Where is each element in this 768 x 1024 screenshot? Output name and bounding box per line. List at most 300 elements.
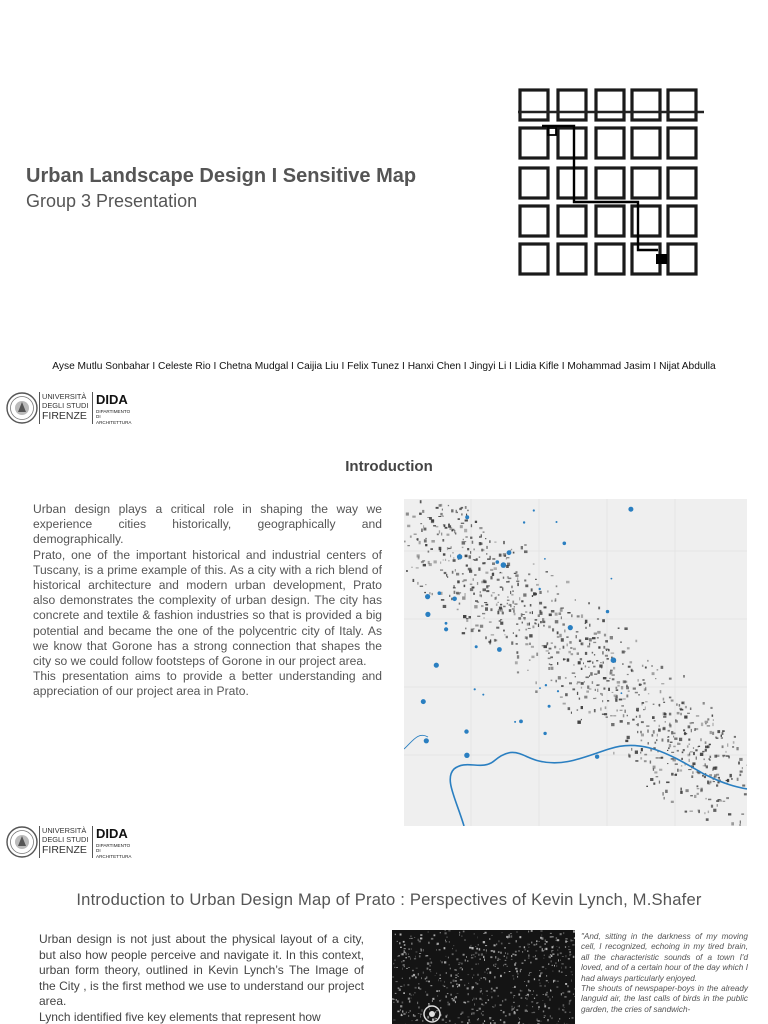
map-speck (449, 964, 450, 965)
building (610, 715, 613, 716)
map-speck (483, 956, 484, 958)
building (726, 797, 729, 799)
map-speck (435, 1011, 436, 1013)
map-speck (494, 991, 495, 992)
building (446, 574, 447, 577)
map-speck (455, 1001, 456, 1003)
building (459, 592, 461, 594)
water-pond (425, 612, 430, 617)
building (451, 509, 453, 512)
map-speck (509, 971, 511, 972)
building (709, 744, 711, 746)
map-speck (489, 938, 490, 939)
map-speck (456, 969, 457, 971)
building (713, 809, 716, 812)
map-speck (403, 964, 405, 966)
map-speck (430, 985, 432, 986)
map-speck (409, 938, 410, 939)
map-speck (484, 1020, 485, 1022)
map-speck (454, 969, 455, 970)
building (604, 634, 606, 637)
building (440, 569, 443, 571)
map-speck (455, 996, 457, 998)
map-speck (450, 982, 452, 984)
building (470, 588, 473, 591)
map-speck (561, 993, 562, 995)
building (421, 529, 423, 533)
building (677, 712, 680, 715)
map-speck (519, 936, 521, 938)
map-speck (568, 991, 570, 993)
building (655, 678, 656, 679)
building (407, 545, 410, 546)
building (511, 594, 513, 596)
building (442, 516, 443, 517)
building (653, 730, 655, 733)
map-speck (493, 990, 495, 992)
building (521, 613, 523, 617)
map-speck (507, 966, 508, 967)
building (668, 736, 670, 738)
building (740, 771, 743, 773)
building (633, 688, 636, 690)
building (742, 767, 743, 769)
building (677, 750, 679, 752)
map-speck (541, 935, 542, 936)
map-speck (472, 947, 474, 949)
building (598, 607, 600, 610)
map-speck (486, 953, 487, 954)
building (433, 525, 436, 526)
building (462, 581, 464, 583)
map-speck (426, 955, 428, 956)
building (440, 562, 441, 564)
map-speck (477, 984, 479, 985)
map-speck (504, 956, 505, 957)
building (404, 541, 405, 543)
building (572, 672, 576, 674)
map-speck (460, 979, 462, 980)
building (473, 593, 475, 595)
building (616, 687, 618, 689)
map-speck (507, 937, 508, 938)
building (534, 593, 537, 595)
building (507, 603, 508, 605)
slide-subtitle: Group 3 Presentation (26, 191, 198, 211)
building (594, 709, 596, 712)
building (463, 539, 464, 540)
building (425, 584, 427, 585)
building (681, 788, 682, 791)
map-speck (430, 971, 431, 972)
building (522, 622, 523, 624)
building (571, 712, 572, 714)
building (506, 636, 508, 638)
map-speck (397, 941, 398, 942)
building (453, 559, 456, 562)
map-speck (506, 957, 507, 959)
building (710, 707, 712, 709)
map-speck (491, 950, 493, 952)
building (640, 731, 642, 734)
map-speck (544, 1015, 546, 1016)
building (742, 785, 745, 787)
map-speck (403, 960, 405, 961)
building (659, 704, 660, 707)
building (618, 628, 620, 629)
map-speck (454, 1000, 455, 1001)
building (509, 609, 511, 612)
building (717, 730, 720, 733)
building (644, 754, 647, 756)
building (489, 540, 491, 543)
building (583, 663, 584, 665)
building (563, 658, 564, 660)
building (484, 602, 487, 603)
map-speck (475, 982, 476, 984)
building (486, 585, 489, 586)
building (612, 678, 615, 680)
map-speck (544, 1017, 545, 1018)
building (642, 702, 645, 704)
building (592, 662, 593, 664)
map-speck (466, 956, 467, 958)
building (691, 729, 692, 732)
building (609, 678, 611, 679)
building (691, 775, 693, 778)
water-pond (501, 562, 507, 568)
map-speck (421, 948, 422, 950)
building (593, 698, 595, 699)
building (653, 766, 656, 769)
map-speck (536, 951, 538, 952)
map-speck (521, 991, 522, 992)
map-speck (483, 977, 485, 978)
building (577, 721, 581, 724)
map-speck (500, 975, 502, 977)
map-speck (467, 1001, 469, 1003)
map-speck (519, 946, 521, 947)
building (450, 555, 451, 558)
building (620, 720, 623, 723)
dida-sub-1: DIPARTIMENTO (96, 843, 131, 848)
building (644, 760, 647, 762)
building (596, 660, 598, 661)
map-speck (420, 1014, 422, 1015)
building (447, 576, 448, 578)
building (705, 721, 709, 723)
map-speck (472, 999, 473, 1000)
building (603, 662, 605, 664)
map-speck (422, 1020, 423, 1022)
building (646, 725, 649, 726)
building (512, 601, 514, 604)
map-speck (536, 1019, 538, 1021)
building (524, 617, 526, 620)
map-speck (402, 961, 403, 963)
map-speck (485, 1002, 487, 1003)
building (558, 676, 561, 679)
building (490, 576, 492, 579)
map-speck (427, 962, 429, 964)
map-speck (494, 976, 496, 978)
map-speck (449, 941, 450, 942)
building (465, 536, 467, 537)
building (592, 637, 596, 639)
building (572, 688, 575, 690)
building (667, 739, 669, 742)
building (679, 738, 682, 741)
building (660, 690, 662, 693)
building (579, 640, 581, 643)
map-speck (525, 1010, 527, 1012)
building (689, 759, 690, 762)
map-speck (410, 995, 412, 996)
building (463, 615, 466, 618)
building (461, 513, 462, 515)
building (739, 824, 741, 826)
building (474, 605, 477, 608)
building (511, 586, 513, 589)
divider (39, 392, 40, 424)
map-speck (500, 1019, 501, 1020)
map-speck (511, 935, 512, 937)
logo-line-1: UNIVERSITÀ (42, 826, 87, 835)
map-speck (461, 967, 462, 968)
building (731, 822, 734, 825)
building (444, 572, 447, 574)
building (639, 715, 641, 718)
map-speck (509, 936, 511, 938)
map-speck (556, 937, 557, 939)
map-speck (541, 938, 542, 939)
building (496, 627, 499, 629)
building (707, 745, 710, 748)
map-speck (444, 947, 446, 949)
quote-paragraph: The shouts of newspaper-boys in the already languid air, the last calls of birds in the public garden, the cries of sandwich- (581, 984, 748, 1014)
building (550, 656, 553, 658)
map-speck (455, 975, 457, 976)
building (481, 605, 484, 607)
section-heading: Introduction (345, 458, 433, 475)
map-speck (470, 945, 471, 946)
map-speck (459, 934, 460, 936)
map-speck (425, 992, 426, 993)
map-speck (472, 977, 473, 979)
map-speck (404, 950, 406, 952)
building (460, 525, 463, 528)
building (507, 597, 508, 598)
map-speck (496, 987, 498, 989)
building (465, 628, 466, 630)
map-speck (550, 936, 552, 937)
building (483, 531, 485, 533)
building (571, 653, 574, 655)
map-speck (446, 972, 447, 974)
building (538, 614, 540, 617)
map-speck (482, 1000, 483, 1001)
map-speck (408, 956, 410, 957)
building (455, 533, 456, 534)
building (636, 716, 637, 718)
building (536, 653, 538, 656)
map-speck (571, 940, 573, 941)
building (661, 683, 664, 684)
building (610, 672, 612, 675)
map-speck (454, 998, 455, 999)
building (623, 714, 625, 717)
map-speck (524, 960, 526, 961)
building (480, 625, 483, 628)
map-speck (429, 969, 431, 970)
building (417, 582, 418, 585)
map-speck (436, 1018, 437, 1019)
building (424, 592, 426, 593)
map-speck (499, 940, 500, 942)
building (485, 538, 486, 539)
building (586, 677, 589, 679)
building (475, 625, 478, 627)
building (529, 634, 532, 637)
university-logo (6, 390, 136, 428)
building (465, 506, 467, 509)
building (513, 552, 515, 554)
building (559, 612, 562, 615)
building (627, 736, 630, 739)
map-speck (538, 1006, 540, 1008)
building (686, 789, 689, 792)
building (406, 570, 408, 572)
building (542, 621, 545, 623)
building (478, 630, 480, 632)
building (563, 703, 566, 705)
building (535, 579, 537, 580)
map-speck (408, 948, 409, 950)
map-speck (551, 955, 552, 957)
map-speck (539, 941, 540, 942)
map-speck (415, 977, 417, 978)
building (607, 700, 609, 702)
building (516, 643, 518, 645)
map-speck (532, 1006, 533, 1007)
building (719, 778, 720, 780)
building (481, 581, 483, 584)
building (440, 513, 442, 516)
map-speck (515, 955, 516, 956)
building (439, 504, 442, 507)
map-speck (528, 995, 529, 997)
building (507, 563, 510, 567)
map-speck (448, 957, 449, 959)
building (654, 771, 657, 773)
building (671, 731, 673, 734)
quote-text (581, 932, 748, 1015)
map-speck (530, 962, 532, 964)
building (577, 615, 580, 617)
map-speck (416, 1020, 418, 1021)
building (432, 593, 434, 595)
map-speck (420, 934, 422, 936)
map-speck (540, 983, 541, 985)
building (653, 783, 655, 785)
building (641, 734, 644, 737)
building (584, 681, 585, 683)
building (514, 613, 516, 616)
building (685, 811, 688, 813)
building (531, 656, 534, 659)
building (681, 758, 683, 760)
map-speck (514, 986, 516, 988)
map-speck (532, 994, 533, 995)
building (663, 698, 665, 701)
map-speck (402, 1002, 404, 1004)
map-speck (393, 999, 395, 1000)
street-grid-map-icon (512, 82, 708, 292)
building (462, 541, 466, 544)
university-name (42, 827, 88, 856)
map-speck (402, 978, 403, 979)
building (480, 591, 481, 593)
building (479, 527, 482, 529)
building (483, 588, 487, 591)
map-speck (436, 950, 437, 951)
building (640, 757, 642, 759)
building (539, 591, 541, 594)
map-speck (512, 1006, 513, 1008)
map-speck (471, 957, 473, 958)
building (739, 758, 742, 761)
section-heading: Introduction to Urban Design Map of Prato : Perspectives of Kevin Lynch, M.Shafer (76, 890, 702, 909)
map-speck (428, 981, 430, 983)
map-speck (552, 965, 553, 966)
map-speck (533, 990, 534, 992)
building (677, 769, 678, 772)
map-speck (482, 1014, 484, 1015)
building (673, 746, 676, 748)
building (491, 634, 494, 635)
building (516, 624, 518, 625)
map-speck (441, 1000, 442, 1001)
building (716, 784, 718, 786)
building (551, 680, 553, 682)
map-speck (451, 974, 452, 976)
map-speck (544, 985, 545, 987)
building (555, 680, 557, 683)
building (607, 658, 609, 660)
map-speck (520, 970, 521, 972)
building (496, 597, 497, 600)
building (707, 725, 710, 727)
map-speck (500, 952, 501, 954)
map-speck (400, 934, 402, 936)
building (440, 549, 441, 552)
map-speck (511, 1008, 513, 1010)
map-speck (537, 994, 538, 996)
map-speck (393, 1002, 395, 1003)
building (445, 559, 446, 561)
map-speck (439, 1000, 441, 1001)
building (527, 670, 528, 671)
building (557, 631, 559, 634)
building (532, 626, 534, 629)
building (681, 765, 682, 767)
building (662, 739, 664, 742)
building (570, 647, 572, 648)
building (504, 555, 506, 557)
building (509, 604, 511, 606)
building (685, 706, 687, 708)
map-speck (570, 1000, 572, 1001)
